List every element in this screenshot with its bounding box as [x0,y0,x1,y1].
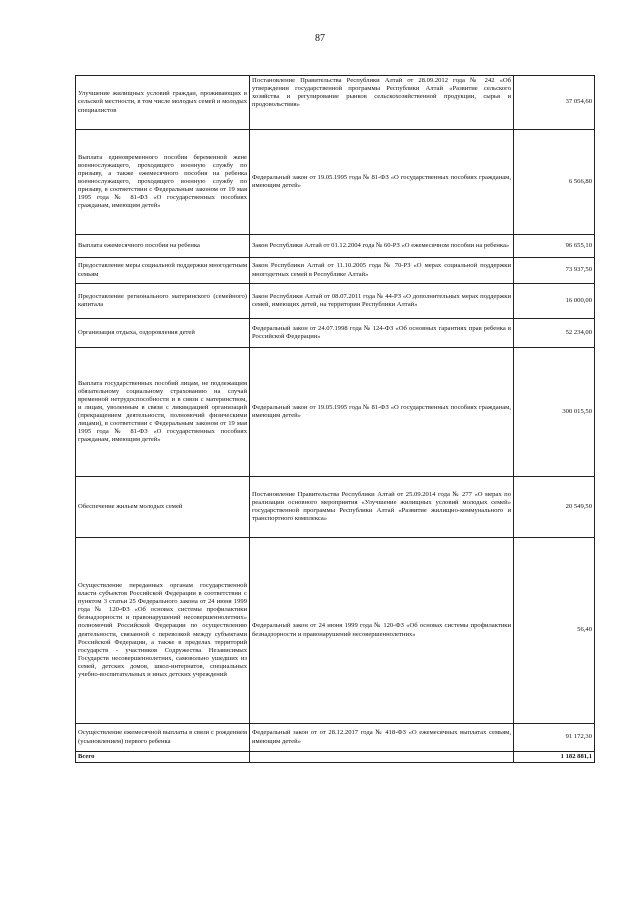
row-name: Выплата государственных пособий лицам, не подлежащим обязательному социальному страхованию на случай временной нетрудоспособности и в связи с материнством, и лицам, уволенным в связи с ликвидацией организаций (прекращением деятельности, полномочий физическими лицами), в соответствии с Федеральным законом от 19 мая 1995 года № 81-ФЗ «О государственных пособиях гражданам, имеющим детей» [76,348,250,477]
row-name: Организация отдыха, оздоровления детей [76,319,250,348]
row-name: Улучшение жилищных условий граждан, проживающих в сельской местности, в том числе молодых семей и молодых специалистов [76,76,250,130]
row-name: Обеспечение жильем молодых семей [76,477,250,538]
total-row [76,752,595,763]
total-label: Всего [76,752,250,763]
table-row [76,348,595,477]
row-name: Предоставление регионального материнского (семейного) капитала [76,284,250,319]
row-amount: 300 015,50 [514,348,595,477]
row-amount: 16 000,00 [514,284,595,319]
row-law: Федеральный закон от 19.05.1995 года № 81-ФЗ «О государственных пособиях гражданам, имеющим детей» [250,130,514,235]
table-row [76,319,595,348]
row-name: Предоставление меры социальной поддержки многодетным семьям [76,258,250,284]
row-amount: 6 566,80 [514,130,595,235]
page-number: 87 [315,33,325,44]
row-name: Выплата ежемесячного пособия на ребенка [76,235,250,258]
row-law: Федеральный закон от 19.05.1995 года № 81-ФЗ «О государственных пособиях гражданам, имеющим детей» [250,348,514,477]
table-row [76,538,595,724]
row-law: Постановление Правительства Республики Алтай от 25.09.2014 года № 277 «О мерах по реализации основного мероприятия «Улучшение жилищных условий молодых семей» государственной программы Республики Алтай «Развитие жилищно-коммунального и транспортного комплекса» [250,477,514,538]
budget-table [75,75,595,763]
row-law: Закон Республики Алтай от 08.07.2011 года № 44-РЗ «О дополнительных мерах поддержки семей, имеющих детей, на территории Республики Алтай» [250,284,514,319]
table-row [76,724,595,752]
row-amount: 56,40 [514,538,595,724]
row-amount: 73 937,50 [514,258,595,284]
total-amount: 1 182 881,1 [514,752,595,763]
table-row [76,235,595,258]
row-amount: 91 172,30 [514,724,595,752]
row-name: Выплата единовременного пособия беременной жене военнослужащего, проходящего военную службу по призыву, а также ежемесячного пособия на ребенка военнослужащего, проходящего военную службу по призыву, в соответствии с Федеральным законом от 19 мая 1995 года № 81-ФЗ «О государственных пособиях гражданам, имеющим детей» [76,130,250,235]
table-row [76,284,595,319]
row-law: Закон Республики Алтай от 01.12.2004 года № 60-РЗ «О ежемесячном пособии на ребенка» [250,235,514,258]
row-law: Федеральный закон от 24 июня 1999 года № 120-ФЗ «Об основах системы профилактики безнадзорности и правонарушений несовершеннолетних» [250,538,514,724]
row-name: Осуществление ежемесячной выплаты в связи с рождением (усыновлением) первого ребенка [76,724,250,752]
table-row [76,130,595,235]
table-row [76,76,595,130]
row-law: Постановление Правительства Республики Алтай от 28.09.2012 года № 242 «Об утверждении государственной программы Республики Алтай «Развитие сельского хозяйства и регулирование рынков сельскохозяйственной продукции, сырья и продовольствия» [250,76,514,130]
total-law-empty [250,752,514,763]
row-name: Осуществление переданных органам государственной власти субъектов Российской Федерации в соответствии с пунктом 3 статьи 25 Федерального закона от 24 июня 1999 года № 120-ФЗ «Об основах системы профилактики безнадзорности и правонарушений несовершеннолетних» полномочий Российской Федерации по осуществлению деятельности, связанной с перевозкой между субъектами Российской Федерации, а также в пределах территорий государств - участников Содружества Независимых Государств несовершеннолетних, самовольно ушедших из семей, детских домов, школ-интернатов, специальных учебно-воспитательных и иных детских учреждений [76,538,250,724]
row-amount: 96 655,10 [514,235,595,258]
table-row [76,477,595,538]
table-row [76,258,595,284]
row-law: Закон Республики Алтай от 11.10.2005 года № 70-РЗ «О мерах социальной поддержки многодетных семей в Республике Алтай» [250,258,514,284]
row-law: Федеральный закон от от 28.12.2017 года № 418-ФЗ «О ежемесячных выплатах семьям, имеющим детей» [250,724,514,752]
row-amount: 52 234,00 [514,319,595,348]
row-law: Федеральный закон от 24.07.1998 года № 124-ФЗ «Об основных гарантиях прав ребенка в Российской Федерации» [250,319,514,348]
row-amount: 20 549,50 [514,477,595,538]
row-amount: 37 054,60 [514,76,595,130]
